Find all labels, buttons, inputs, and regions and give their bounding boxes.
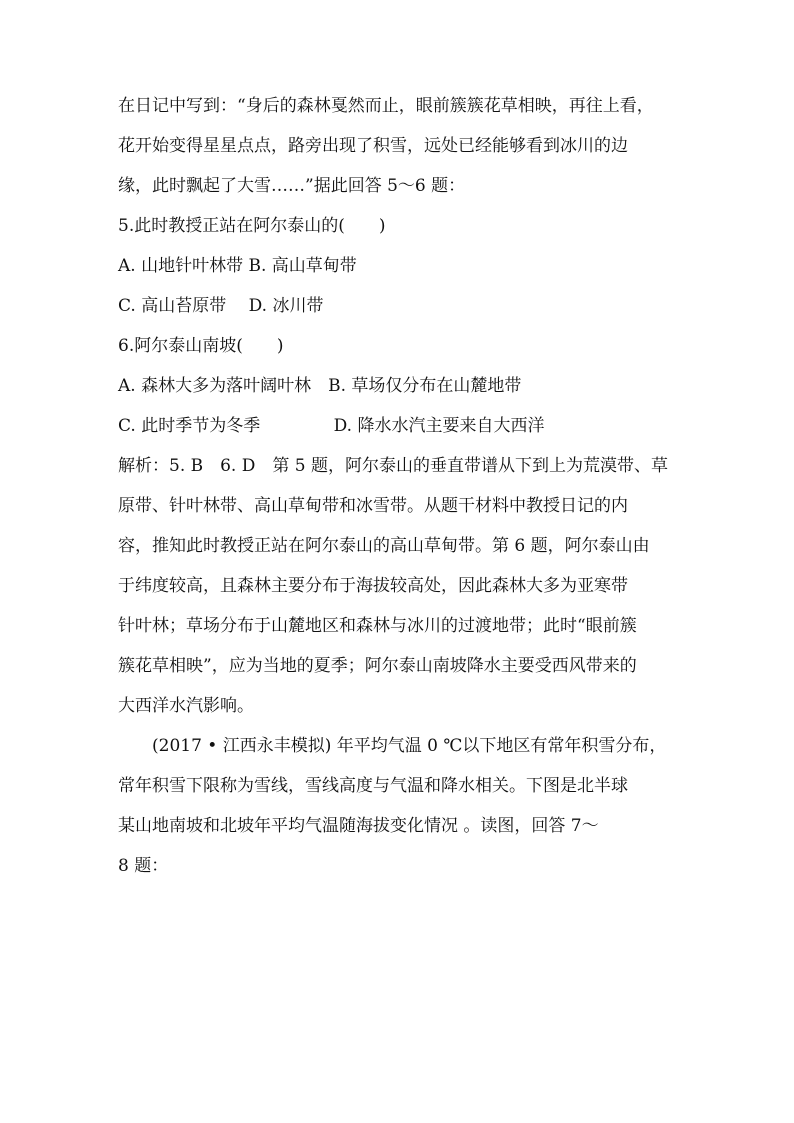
question-5-stem: 5.此时教授正站在阿尔泰山的( ) (118, 216, 386, 236)
analysis-line-6: 簇花草相映”，应为当地的夏季；阿尔泰山南坡降水主要受西风带来的 (118, 656, 637, 676)
analysis-paragraph (118, 456, 678, 716)
analysis-line-3: 容，推知此时教授正站在阿尔泰山的高山草甸带。第 6 题，阿尔泰山由 (118, 536, 650, 556)
document-page (118, 96, 678, 876)
question-6 (118, 336, 678, 436)
material-line-2: 常年积雪下限称为雪线，雪线高度与气温和降水相关。下图是北半球 (118, 776, 628, 796)
analysis-line-1: 解析：5. B 6. D 第 5 题，阿尔泰山的垂直带谱从下到上为荒漠带、草 (118, 456, 668, 476)
material-line-3: 某山地南坡和北坡年平均气温随海拔变化情况 。读图，回答 7～ (118, 816, 599, 836)
question-6-stem: 6.阿尔泰山南坡( ) (118, 336, 284, 356)
intro-line-2: 花开始变得星星点点，路旁出现了积雪，远处已经能够看到冰川的边 (118, 136, 628, 156)
intro-line-1: 在日记中写到：“身后的森林戛然而止，眼前簇簇花草相映，再往上看， (118, 96, 654, 116)
analysis-line-7: 大西洋水汽影响。 (118, 696, 254, 716)
analysis-line-4: 于纬度较高，且森林主要分布于海拔较高处，因此森林大多为亚寒带 (118, 576, 628, 596)
question-5-options-ab: A. 山地针叶林带 B. 高山草甸带 (118, 256, 357, 276)
question-5-options-cd: C. 高山苔原带 D. 冰川带 (118, 296, 324, 316)
material-line-1: (2017 • 江西永丰模拟) 年平均气温 0 ℃以下地区有常年积雪分布， (152, 736, 667, 756)
next-material-paragraph (118, 736, 678, 876)
question-6-options-cd: C. 此时季节为冬季 D. 降水水汽主要来自大西洋 (118, 416, 545, 436)
intro-line-3: 缘，此时飘起了大雪……”据此回答 5～6 题： (118, 176, 466, 196)
material-line-4: 8 题： (118, 856, 169, 876)
analysis-line-5: 针叶林；草场分布于山麓地区和森林与冰川的过渡地带；此时“眼前簇 (118, 616, 637, 636)
analysis-line-2: 原带、针叶林带、高山草甸带和冰雪带。从题干材料中教授日记的内 (118, 496, 628, 516)
question-5 (118, 216, 678, 316)
intro-paragraph (118, 96, 678, 196)
question-6-options-ab: A. 森林大多为落叶阔叶林 B. 草场仅分布在山麓地带 (118, 376, 522, 396)
